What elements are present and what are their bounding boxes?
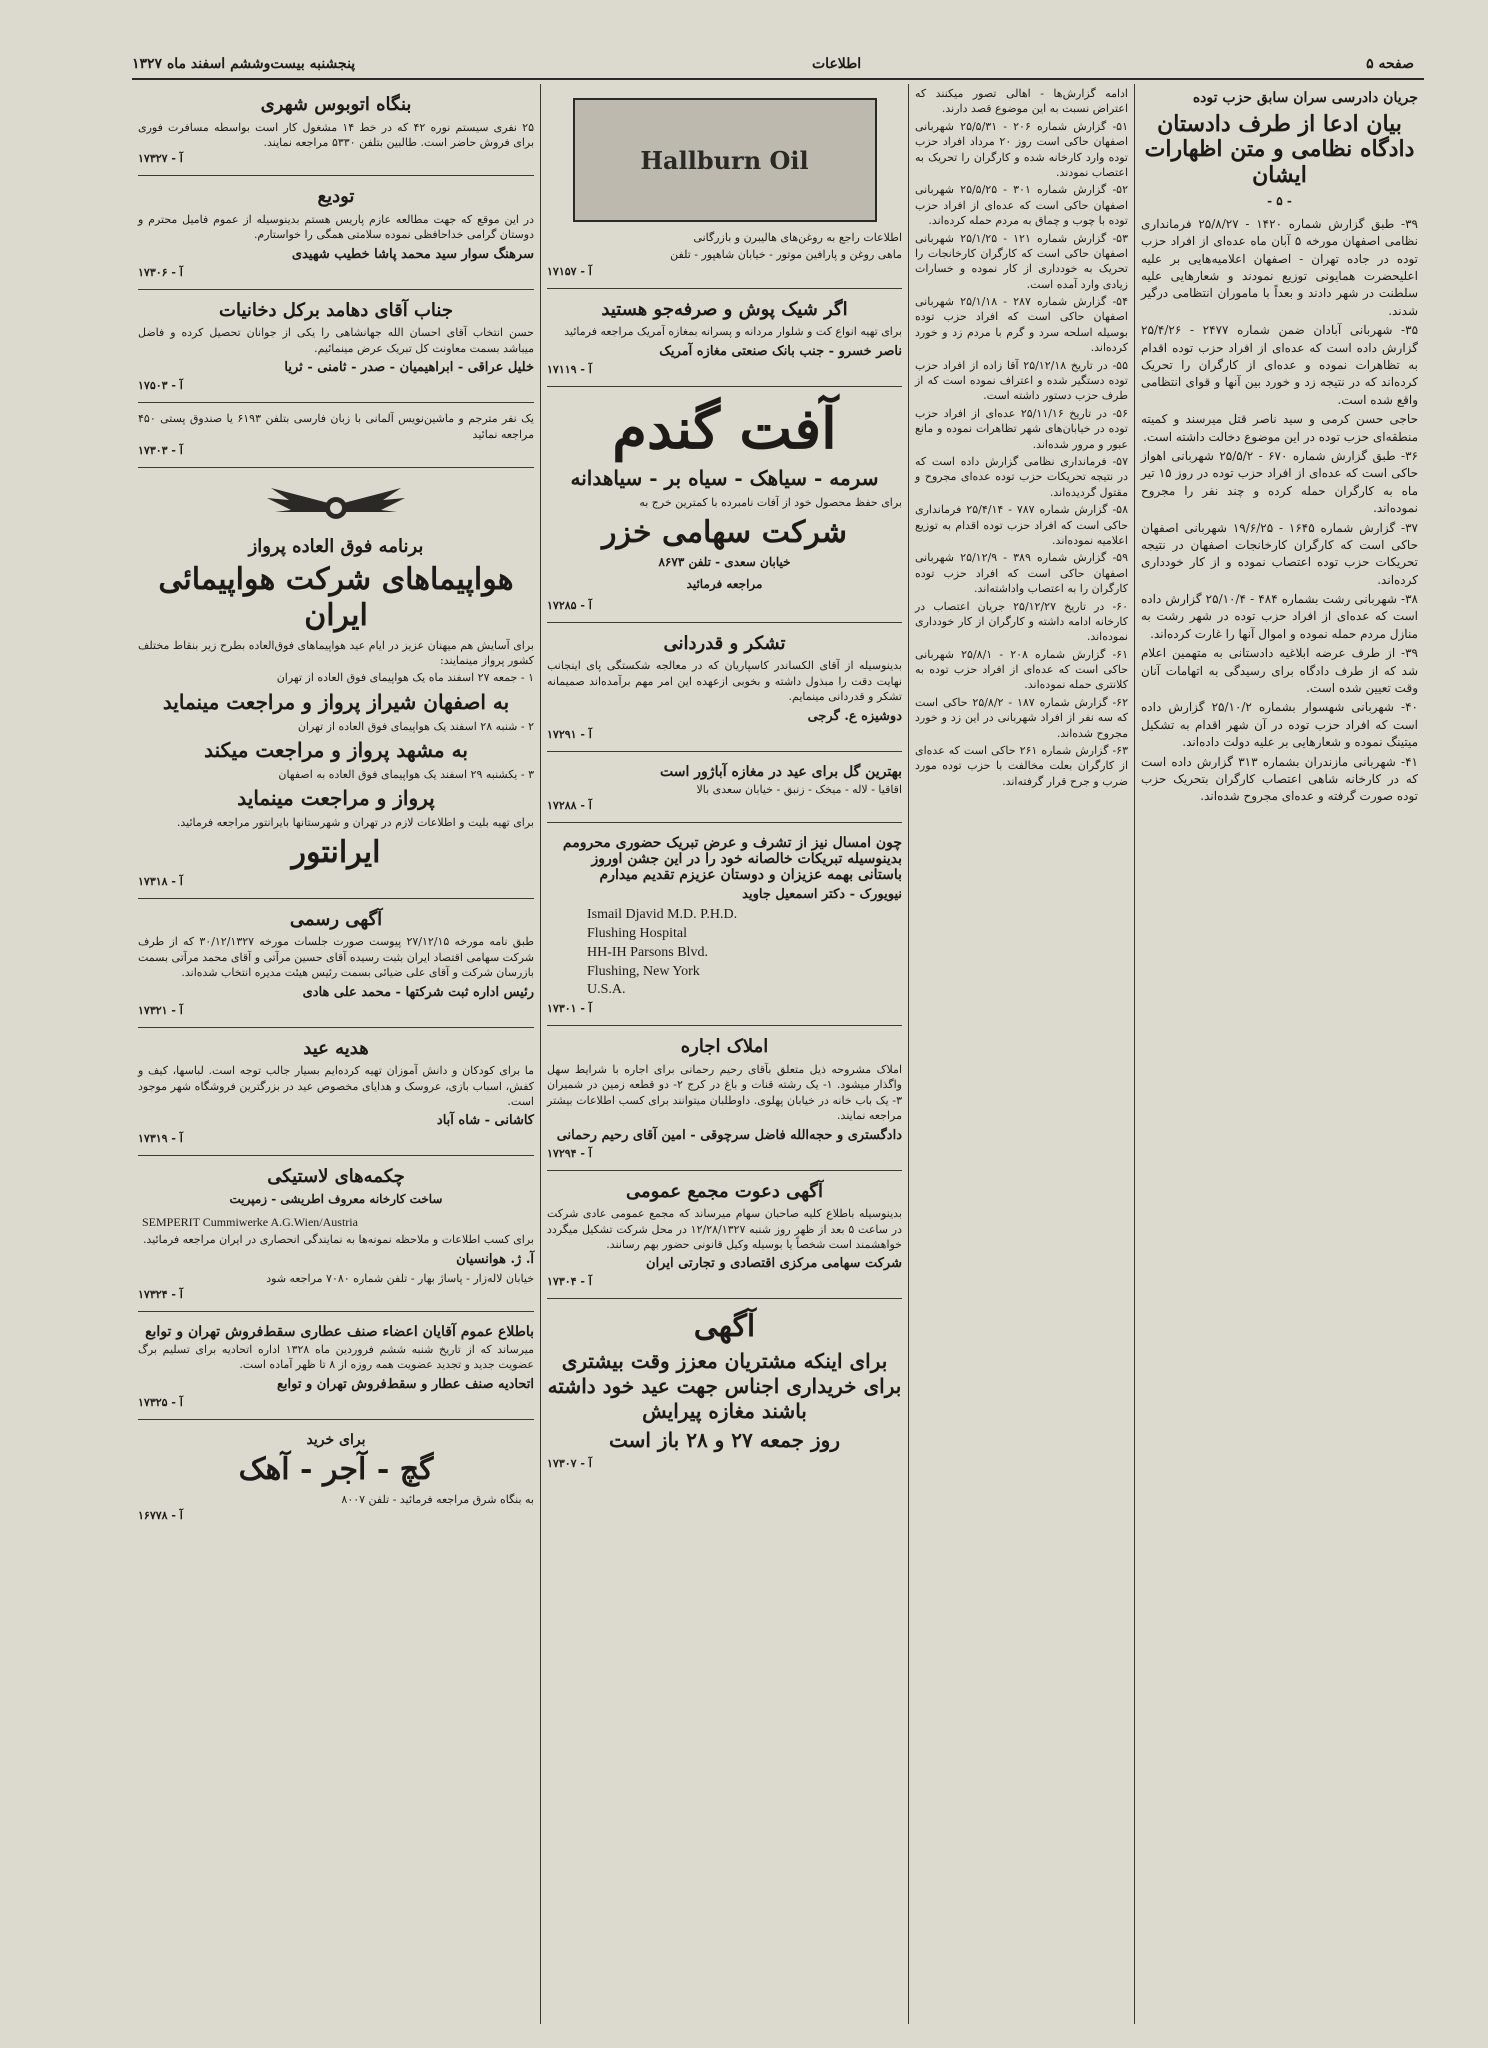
article-paragraph: حاجی حسن کرمی و سید ناصر قتل میرسند و کمیته منطقه‌ای حزب توده در این موضوع دخالت داشته است. — [1141, 412, 1418, 444]
ad-body: حسن انتخاب آقای احسان الله جهانشاهی را یکی از جوانان تحصیل کرده و فاضل میباشد بسمت معاونت کل تبریک عرض مینمائیم. — [138, 326, 534, 355]
ad-official — [138, 899, 534, 1028]
article-paragraph: ۳۵- شهربانی آبادان ضمن شماره ۲۴۷۷ - ۲۵/۴/۲۶ گزارش داده است که عده‌ای از افراد حزب توده اقدام به تظاهرات نموده و عده‌ای از کارگران را تحریک کرده‌اند که در نتیجه زد و خورد بین آنها و قوای انتظامی واقع شده است. — [1141, 323, 1419, 407]
ad-body: بدینوسیله باطلاع کلیه صاحبان سهام میرساند که مجمع عمومی عادی شرکت در ساعت ۵ بعد از ظهر روز شنبه ۱۲/۲۸/۱۳۲۷ در محل شرکت تشکیل میگردد خواهشمند است شخصاً یا بوسیله وکیل قانونی حضور بهم رسانند. — [547, 1207, 903, 1251]
issue-date: پنجشنبه بیست‌وششم اسفند ماه ۱۳۲۷ — [132, 56, 356, 72]
article-paragraph: ۳۶- طبق گزارش شماره ۶۷۰ - ۲۵/۵/۲ شهربانی اهواز حاکی است که عده‌ای از افراد حزب توده در روز ۱۵ تیر ماه به کارگران حمله کرده و چند نفر را مجروح نموده‌اند. — [1141, 448, 1418, 516]
ad-body: طبق نامه مورخه ۲۷/۱۲/۱۵ پیوست صورت جلسات مورخه ۳۰/۱۲/۱۳۲۷ که از طرف شرکت سهامی اقتصاد ایران بثبت رسیده آقای حسین مرآتی و آقای محمد مرآتی بسمت بازرسان شرکت و آقای علی ضیائی بسمت رئیس هیئت مدیره انتخاب شده‌اند. — [138, 935, 534, 980]
ad-body: برای اینکه مشتریان معزز وقت بیشتری برای خریداری اجناس جهت عید خود داشته باشند مغازه پیرایش — [547, 1349, 902, 1424]
ad-title: آگهی دعوت مجمع عمومی — [625, 1180, 823, 1202]
report-paragraph: ۵۶- در تاریخ ۲۵/۱۱/۱۶ عده‌ای از افراد حزب توده در خیابان‌های شهر تظاهرات نموده و مانع عبور و مرور شده‌اند. — [915, 406, 1128, 451]
winged-emblem-icon — [138, 482, 534, 528]
flight-dest: پرواز و مراجعت مینماید — [237, 786, 435, 811]
ad-ref: آ - ۱۷۳۰۳ — [138, 443, 183, 457]
ad-body: برای حفظ محصول خود از آفات نامبرده با کمترین خرج به — [639, 496, 902, 510]
report-paragraph: ۶۰- در تاریخ ۲۵/۱۲/۲۷ جریان اعتصاب در کارخانه ادامه داشته و کارگران از کار خودداری نموده‌اند. — [915, 599, 1128, 644]
ad-body: املاک مشروحه ذیل متعلق بآقای رحیم رحمانی برای اجاره با شرایط سهل واگذار میشود. ۱- یک رشته قنات و باغ در کرج ۲- دو قطعه زمین در شمیران ۳- یک باب خانه در خیابان پهلوی. داوطلبان میتوانند برای کسب اطلاعات بیشتر مراجعه نمایند. — [547, 1062, 902, 1123]
report-paragraph: ۵۲- گزارش شماره ۳۰۱ - ۲۵/۵/۲۵ شهربانی اصفهان حاکی است که عده‌ای از افراد حزب توده با چوب و چماق به مردم حمله کرده‌اند. — [915, 183, 1128, 228]
ad-footer: روز جمعه ۲۷ و ۲۸ باز است — [609, 1428, 840, 1453]
company-name: شرکت سهامی خزر — [601, 514, 848, 550]
article-column — [1134, 84, 1424, 2024]
ad-wheat-pest — [547, 387, 902, 623]
ad-ref: آ - ۱۷۳۲۵ — [138, 1395, 183, 1409]
ad-greetings — [547, 823, 902, 1026]
report-paragraph: ۵۵- در تاریخ ۲۵/۱۲/۱۸ آقا زاده از افراد حزب توده دستگیر شده و اعتراف نموده است که از طرف حزب دستور داشته است. — [915, 358, 1128, 403]
ad-signature: اتحادیه صنف عطار و سقط‌فروش تهران و توابع — [276, 1376, 534, 1392]
ad-body: یک نفر مترجم و ماشین‌نویس آلمانی با زبان فارسی بتلفن ۶۱۹۳ یا صندوق پستی ۴۵۰ مراجعه نمائید — [138, 412, 534, 441]
ad-title: آگهی — [693, 1309, 756, 1345]
ad-ref: آ - ۱۶۷۷۸ — [138, 1509, 183, 1523]
ad-signature: سرهنگ سوار سید محمد پاشا خطیب شهیدی — [291, 246, 534, 262]
report-paragraph: ادامه گزارش‌ها - اهالی تصور میکنند که اعتراض نسبت به این موضوع قصد دارند. — [915, 87, 1128, 116]
flight-dest: به اصفهان شیراز پرواز و مراجعت مینماید — [162, 689, 510, 714]
ad-body: برای تهیه انواع کت و شلوار مردانه و پسرانه بمغازه آمریک مراجعه فرمائید — [564, 325, 902, 339]
ad-subtitle: ساخت کارخانه معروف اطریشی - زمپریت — [229, 1191, 443, 1206]
report-paragraph: ۵۸- گزارش شماره ۷۸۷ - ۲۵/۴/۱۴ فرمانداری حاکی است که افراد حزب توده اقدام به توزیع اعلامیه نموده‌اند. — [915, 503, 1128, 547]
company-name: هواپیماهای شرکت هواپیمائی ایران — [158, 561, 514, 633]
ad-translator — [138, 403, 534, 468]
ad-signature: خلیل عراقی - ابراهیمیان - صدر - ثامنی - ثریا — [284, 360, 534, 376]
ad-ref: آ - ۱۷۲۸۵ — [547, 598, 592, 612]
ad-body: بدینوسیله از آقای الکساندر کاسپاریان که در معالجه شکستگی پای اینجانب نهایت دقت را مبذول داشته و بخوبی ازعهده این امر مهم برآمده‌اند صمیمانه تشکر و قدردانی مینمایم. — [547, 659, 902, 704]
ad-signature: رئیس اداره ثبت شرکتها - محمد علی هادی — [302, 984, 534, 1000]
article-paragraph: ۳۹- از طرف عرضه ابلاغیه دادستانی به متهمین اعلام شد که از طرف دادگاه برای رسیدگی به اتهامات آنان وقت تعیین شده است. — [1141, 646, 1418, 696]
ad-body: ما برای کودکان و دانش آموزان تهیه کرده‌ایم بسیار جالب توجه است. لباسها، کیف و کفش، اسباب بازی، عروسک و هدایای مخصوص عید در بزرگترین فروشگاه شهر موجود است. — [138, 1064, 534, 1108]
ad-signature: کاشانی - شاه آباد — [436, 1113, 534, 1129]
ad-title: املاک اجاره — [680, 1036, 769, 1058]
report-paragraph: ۵۷- فرمانداری نظامی گزارش داده است که در نتیجه تحریکات حزب توده عده‌ای مجروح و مقتول گردیده‌اند. — [915, 454, 1128, 499]
ad-ref: آ - ۱۷۱۱۹ — [547, 362, 592, 376]
ad-address: خیابان لاله‌زار - پاساژ بهار - تلفن شماره ۷۰۸۰ مراجعه شود — [266, 1271, 534, 1285]
flight-line: ۳ - یکشنبه ۲۹ اسفند یک هواپیمای فوق العاده به اصفهان — [278, 768, 534, 782]
ad-body: اطلاعات راجع به روغن‌های هالیبرن و بازرگانی — [693, 231, 902, 244]
ad-ref: آ - ۱۷۲۹۴ — [547, 1146, 592, 1160]
ad-title: اگر شیک پوش و صرفه‌جو هستید — [601, 298, 848, 320]
ad-ref: آ - ۱۷۳۰۶ — [138, 265, 183, 279]
report-paragraph: ۵۱- گزارش شماره ۲۰۶ - ۲۵/۵/۳۱ شهربانی اصفهان حاکی است روز ۲۰ مرداد افراد حزب توده وارد کارخانه شده و کارگران را تحریک به اعتصاب نمودند. — [915, 119, 1128, 179]
hallburn-logo: Hallburn Oil — [573, 98, 877, 222]
ad-title: چکمه‌های لاستیکی — [267, 1166, 405, 1188]
ad-title: بنگاه اتوبوس شهری — [260, 94, 412, 115]
ad-title: چون امسال نیز از تشرف و عرض تبریک حضوری محرومم بدینوسیله تبریکات خالصانه خود را در این جشن اوروز باستانی بهمه عزیزان و دوستان عزیزم تقدیم میدارم — [562, 834, 902, 883]
ad-assembly — [547, 1171, 902, 1300]
ad-ref: آ - ۱۷۳۲۷ — [138, 152, 183, 166]
report-paragraph: ۵۴- گزارش شماره ۲۸۷ - ۲۵/۱/۱۸ شهربانی اصفهان حاکی است که افراد حزب توده بوسیله اسلحه سرد و گرم با مردم زد و خورد کرده‌اند. — [915, 295, 1128, 355]
ad-ref: آ - ۱۷۳۰۷ — [547, 1457, 592, 1471]
article-paragraph: ۳۹- طبق گزارش شماره ۱۴۲۰ - ۲۵/۸/۲۷ فرمانداری نظامی اصفهان مورخه ۵ آبان ماه عده‌ای از افراد حزب توده در جاده تهران - اصفهان اعلامیه‌هایی بر علیه اعلیحضرت همایونی توزیع نمودند و شعارهایی علیه سلطنت در شهر دادند و بعداً با ماموران انتظامی درگیر شدند. — [1141, 216, 1418, 318]
article-part: - ۵ - — [1267, 193, 1292, 208]
ad-hallburn — [547, 84, 902, 289]
ad-title: آگهی رسمی — [289, 908, 383, 930]
ad-title: جناب آقای دهامد برکل دخانیات — [219, 299, 453, 321]
article-paragraph: ۳۸- شهربانی رشت بشماره ۴۸۴ - ۲۵/۱۰/۴ گزارش داده است که عده‌ای از افراد حزب توده در شهر رشت به منازل مردم حمله نموده و اموال آنها را غارت کرده‌اند. — [1141, 592, 1418, 641]
english-brand: SEMPERIT Cummiwerke A.G.Wien/Austria — [142, 1214, 358, 1229]
ad-signature: نیویورک - دکتر اسمعیل جاوید — [742, 886, 902, 902]
ad-body: اقاقیا - لاله - میخک - زنبق - خیابان سعدی بالا — [696, 782, 902, 796]
ad-body: ۲۵ نفری سیستم نوره ۴۲ که در خط ۱۴ مشغول کار است بواسطه مسافرت فوری برای فروش حاضر است. طالبین بتلفن ۵۳۳۰ مراجعه نمایند. — [138, 120, 534, 149]
ad-title: برنامه فوق العاده پرواز — [248, 535, 424, 557]
ad-flowers — [547, 752, 902, 823]
ad-body: میرساند که از تاریخ شنبه ششم فروردین ماه ۱۳۲۸ اداره اتحادیه برای تسلیم برگ عضویت جدید و تجدید عضویت همه روزه از ۸ تا ظهر آماده است. — [138, 1342, 534, 1372]
ad-title: آفت گندم — [612, 395, 837, 462]
ad-ref: آ - ۱۷۳۲۴ — [138, 1287, 183, 1301]
ad-footer: مراجعه فرمائید — [686, 576, 763, 591]
article-paragraph: ۳۷- گزارش شماره ۱۶۴۵ - ۱۹/۶/۲۵ شهربانی اصفهان حاکی است که کارگران کارخانجات اصفهان در نتیجه تحریکات حزب توده اعتصاب نموده و از کار خودداری کرده‌اند. — [1141, 520, 1418, 587]
company-address: خیابان سعدی - تلفن ۸۶۷۳ — [658, 554, 791, 569]
ad-ref: آ - ۱۷۳۰۴ — [547, 1275, 592, 1289]
flight-line: ۱ - جمعه ۲۷ اسفند ماه یک هواپیمای فوق العاده از تهران — [276, 671, 534, 685]
ad-body: برای آسایش هم میهنان عزیز در ایام عید هواپیماهای فوق‌العاده بطرح زیر بنقاط مختلف کشور پرواز مینمایند: — [138, 638, 534, 667]
ad-building-materials — [138, 1420, 534, 1532]
ads-column-center — [540, 84, 908, 2024]
ad-signature: دوشیزه ع. گرجی — [807, 708, 902, 724]
ad-signature: شرکت سهامی مرکزی اقتصادی و تجارتی ایران — [646, 1256, 902, 1272]
ad-ref: آ - ۱۷۳۲۱ — [138, 1003, 183, 1017]
ad-signature: ناصر خسرو - جنب بانک صنعتی مغازه آمریک — [659, 343, 902, 359]
ad-pirayesh — [547, 1299, 902, 1480]
ad-ref: آ - ۱۷۳۱۹ — [138, 1132, 183, 1146]
ad-thanks — [547, 623, 902, 752]
ad-title: برای خرید — [306, 1431, 366, 1448]
ad-ref: آ - ۱۷۲۹۱ — [547, 727, 592, 741]
ad-title: هدیه عید — [303, 1037, 369, 1059]
flight-dest: به مشهد پرواز و مراجعت میکند — [204, 738, 468, 763]
ad-airline — [138, 468, 534, 899]
ad-signature: دادگستری و حجه‌الله فاضل سرچوقی - امین آقای رحیم رحمانی — [556, 1127, 902, 1143]
ad-body: ماهی روغن و پارافین موتور - خیابان شاهپور - تلفن — [670, 248, 902, 262]
ad-body: برای کسب اطلاعات و ملاحظه نمونه‌ها به نمایندگی انحصاری در ایران مراجعه فرمائید. — [142, 1233, 534, 1247]
ad-ref: آ - ۱۷۳۱۸ — [138, 874, 183, 888]
article-kicker: جریان دادرسی سران سابق حزب توده — [1192, 90, 1418, 106]
english-address: Ismail Djavid M.D. P.H.D. Flushing Hospital HH-IH Parsons Blvd. Flushing, New York U.S.A. — [587, 906, 738, 998]
ad-body: به بنگاه شرق مراجعه فرمائید - تلفن ۸۰۰۷ — [341, 1492, 534, 1506]
masthead — [132, 52, 1424, 80]
paper-name: اطلاعات — [812, 56, 862, 72]
ad-title: باطلاع عموم آقایان اعضاء صنف عطاری سقط‌فروش تهران و توابع — [145, 1323, 534, 1340]
flight-line: ۲ - شنبه ۲۸ اسفند یک هواپیمای فوق العاده از تهران — [297, 719, 534, 733]
reports-column — [908, 84, 1134, 2024]
ad-bus — [138, 84, 534, 176]
report-paragraph: ۵۹- گزارش شماره ۳۸۹ - ۲۵/۱۲/۹ شهربانی اصفهان حاکی است که افراد حزب توده کارگران را به اعتصاب واداشته‌اند. — [915, 551, 1128, 596]
brand-name: ایرانتور — [291, 834, 381, 870]
ad-title: تشکر و قدردانی — [663, 632, 786, 654]
report-paragraph: ۶۱- گزارش شماره ۲۰۸ - ۲۵/۸/۱ شهربانی حاکی است که عده‌ای از افراد حزب توده به کلانتری حمله نموده‌اند. — [915, 647, 1128, 692]
ad-subtitle: سرمه - سیاهک - سیاه بر - سیاهدانه — [570, 466, 879, 491]
ads-column-left — [132, 84, 540, 2024]
report-paragraph: ۵۳- گزارش شماره ۱۲۱ - ۲۵/۱/۲۵ شهربانی اصفهان حاکی است که کارگران کارخانجات را تحریک به خودداری از کار نموده و خسارات زیادی وارد آمده است. — [915, 231, 1128, 291]
ad-title: بهترین گل برای عید در مغازه آباژور است — [660, 763, 902, 780]
ad-ref: آ - ۱۷۳۰۱ — [547, 1002, 592, 1016]
ad-amrik — [547, 289, 902, 387]
ad-title: تودیع — [317, 186, 355, 208]
ad-gift — [138, 1028, 534, 1157]
ad-ref: آ - ۱۷۵۰۳ — [138, 379, 183, 393]
article-paragraph: ۴۰- شهربانی شهسوار بشماره ۲۵/۱۰/۲ گزارش داده است که افراد حزب توده در آن شهر اقدام به تشکیل میتینگ نموده و شعارهایی بر علیه دولت داده‌اند. — [1141, 700, 1418, 750]
ad-farewell — [138, 176, 534, 289]
ad-ref: آ - ۱۷۲۸۸ — [547, 798, 592, 812]
ad-union — [138, 1312, 534, 1420]
ad-lease — [547, 1026, 902, 1170]
ad-items: گچ - آجر - آهک — [238, 1451, 434, 1487]
ad-ref: آ - ۱۷۱۵۷ — [547, 264, 592, 278]
ad-footer: برای تهیه بلیت و اطلاعات لازم در تهران و شهرستانها بایرانتور مراجعه فرمائید. — [176, 816, 534, 830]
page-number: صفحه ۵ — [1366, 56, 1414, 72]
ad-body: در این موقع که جهت مطالعه عازم پاریس هستم بدینوسیله از عموم فامیل محترم و دوستان گرامی خداحافظی نموده سلامتی همگی را خواستارم. — [138, 212, 534, 242]
ad-tobacco — [138, 290, 534, 403]
article-paragraph: ۴۱- شهربانی مازندران بشماره ۳۱۳ گزارش داده است که در کارخانه شاهی اعتصاب کارگران بتحریک حزب توده صورت گرفته و عده‌ای مجروح شده‌اند. — [1141, 754, 1418, 804]
report-paragraph: ۶۲- گزارش شماره ۱۸۷ - ۲۵/۸/۲ حاکی است که سه نفر از افراد شهربانی در این زد و خورد مجروح شده‌اند. — [915, 695, 1128, 740]
article-headline: بیان ادعا از طرف دادستان دادگاه نظامی و متن اظهارات ایشان — [1144, 111, 1415, 188]
report-paragraph: ۶۳- گزارش شماره ۲۶۱ حاکی است که عده‌ای از کارگران بعلت مخالفت با حزب توده مورد ضرب و جرح قرار گرفته‌اند. — [915, 744, 1128, 788]
ad-boots — [138, 1156, 534, 1312]
ad-signature: آ. ژ. هوانسیان — [456, 1251, 534, 1267]
